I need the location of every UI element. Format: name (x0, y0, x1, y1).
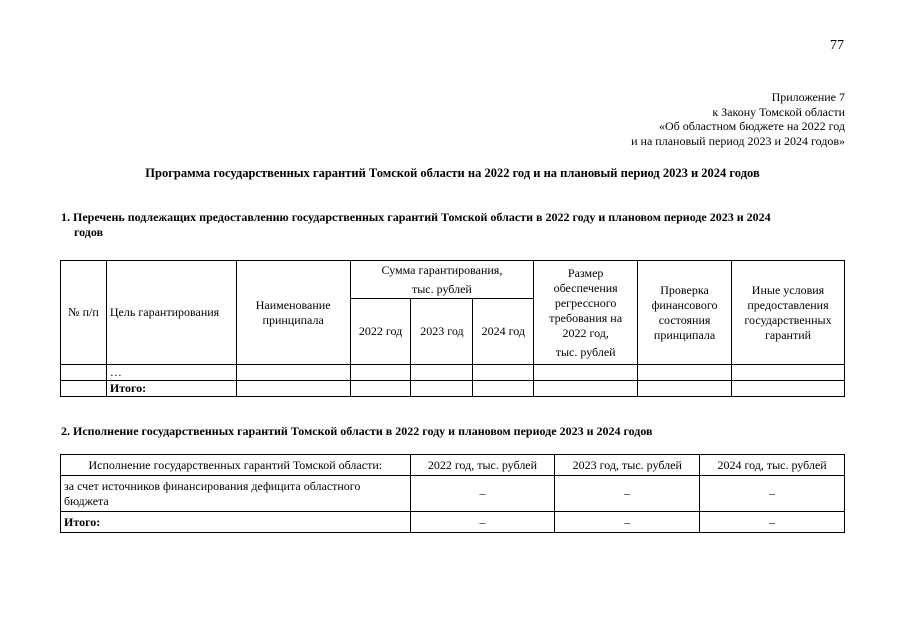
header-year-2022: 2022 год (350, 299, 411, 365)
section1-heading-line: 1. Перечень подлежащих предоставлению государственных гарантий Томской области в 2022 году и плановом периоде 2023 и 2024 (61, 210, 771, 224)
header-regress-unit: тыс. рублей (555, 344, 616, 359)
appendix-line: Приложение 7 (771, 90, 845, 104)
row-value-2023: – (555, 476, 700, 512)
appendix-line: и на плановый период 2023 и 2024 годов» (631, 133, 845, 148)
table-cell (350, 365, 411, 381)
header-other: Иные условия предоставления государственных гарантий (732, 261, 845, 365)
page-number: 77 (830, 38, 844, 53)
table-cell (732, 365, 845, 381)
document-title: Программа государственных гарантий Томской области на 2022 год и на плановый период 2023 и 2024 годов (145, 166, 760, 180)
header-year-2023: 2023 год (411, 299, 473, 365)
header-year-2024: 2024 год (473, 299, 534, 365)
total-value-2024: – (700, 512, 845, 533)
header-2022: 2022 год, тыс. рублей (410, 455, 555, 476)
header-sum-line2: тыс. рублей (411, 281, 472, 296)
table-cell (638, 381, 732, 397)
total-value-2023: – (555, 512, 700, 533)
table-cell (638, 365, 732, 381)
guarantees-list-table (60, 260, 845, 397)
section1-heading-line: годов (74, 224, 104, 239)
appendix-line: «Об областном бюджете на 2022 год (659, 119, 845, 133)
total-value-2022: – (410, 512, 555, 533)
table-row (61, 365, 845, 381)
header-2024: 2024 год, тыс. рублей (700, 455, 845, 476)
table-cell (534, 381, 638, 397)
ellipsis-cell: … (106, 365, 236, 381)
total-label: Итого: (61, 512, 411, 533)
header-sum (350, 261, 534, 299)
table-cell (61, 365, 107, 381)
table-cell (411, 381, 473, 397)
header-2023: 2023 год, тыс. рублей (555, 455, 700, 476)
total-label: Итого: (106, 381, 236, 397)
row-label: за счет источников финансирования дефицита областного бюджета (61, 476, 411, 512)
section2-heading: 2. Исполнение государственных гарантий Томской области в 2022 году и плановом периоде 2023 и 2024 годов (61, 424, 653, 438)
header-sum-line1: Сумма гарантирования, (381, 262, 503, 277)
table-cell (473, 381, 534, 397)
appendix-line: к Закону Томской области (712, 104, 845, 119)
appendix-block (631, 90, 845, 148)
total-row (61, 512, 845, 533)
table-cell (534, 365, 638, 381)
table-cell (236, 365, 350, 381)
header-goal: Цель гарантирования (106, 261, 236, 365)
header-num: № п/п (61, 261, 107, 365)
row-value-2022: – (410, 476, 555, 512)
header-regress (534, 261, 638, 365)
row-value-2024: – (700, 476, 845, 512)
header-check: Проверка финансового состояния принципала (638, 261, 732, 365)
header-regress-main: Размер обеспечения регрессного требования на 2022 год, (549, 265, 623, 340)
table-cell (61, 381, 107, 397)
table-cell (473, 365, 534, 381)
table-cell (350, 381, 411, 397)
table-cell (236, 381, 350, 397)
section1-heading (61, 210, 851, 239)
total-row (61, 381, 845, 397)
table-cell (732, 381, 845, 397)
table-cell (411, 365, 473, 381)
header-execution: Исполнение государственных гарантий Томской области: (61, 455, 411, 476)
guarantees-execution-table (60, 454, 845, 533)
header-principal: Наименование принципала (236, 261, 350, 365)
table-row (61, 476, 845, 512)
